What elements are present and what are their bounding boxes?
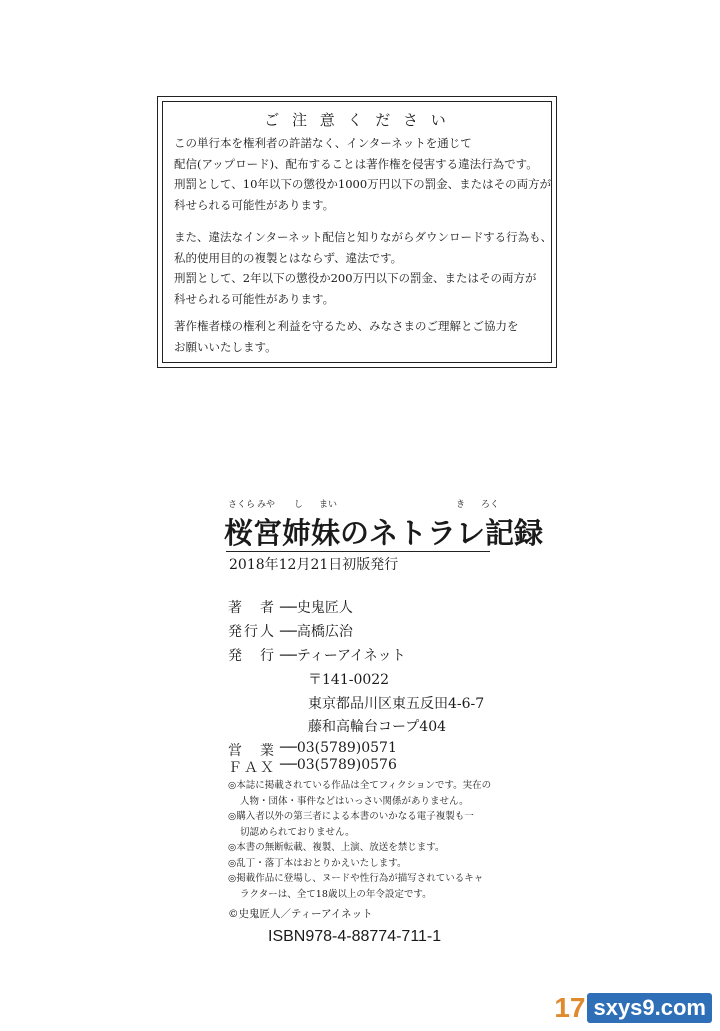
note-line: ラクターは、全て18歳以上の年令設定です。	[240, 888, 432, 900]
ruby-ki: き	[456, 500, 466, 510]
site-watermark	[554, 993, 712, 1023]
ruby-roku: ろく	[481, 500, 500, 510]
title-ruby	[224, 497, 500, 510]
note-line: 人物・団体・事件などはいっさい関係がありません。	[240, 795, 469, 807]
notice-line: 刑罰として、2年以下の懲役か200万円以下の罰金、またはその両方が	[174, 271, 537, 285]
publisher-person-value: ──高橋広治	[280, 624, 353, 640]
title-divider	[226, 551, 490, 552]
note-line: 切認められておりません。	[240, 826, 355, 838]
fax-label: ＦＡＸ	[228, 760, 276, 776]
author-value: ──史鬼匠人	[280, 600, 353, 616]
ruby-mai: まい	[319, 500, 338, 510]
author-row	[228, 597, 353, 617]
publication-date: 2018年12月21日初版発行	[229, 557, 399, 573]
note-line: ◎購入者以外の第三者による本書のいかなる電子複製も一	[228, 811, 474, 822]
notice-line: 刑罰として、10年以下の懲役か1000万円以下の罰金、またはその両方が	[174, 177, 552, 191]
note-line: ◎掲載作品に登場し、ヌードや性行為が描写されているキャ	[228, 873, 484, 884]
notice-line: この単行本を権利者の許諾なく、インターネットを通じて	[174, 136, 472, 150]
note-line: ◎乱丁・落丁本はおとりかえいたします。	[228, 857, 407, 869]
isbn: ISBN978-4-88774-711-1	[268, 928, 442, 945]
note-line: ◎本書の無断転載、複製、上演、放送を禁じます。	[228, 842, 445, 853]
copyright: ©史鬼匠人／ティーアイネット	[228, 908, 373, 920]
book-title-block	[224, 497, 543, 552]
publisher-row	[228, 645, 406, 665]
notice-line: お願いいたします。	[174, 339, 277, 354]
fax-row	[228, 757, 397, 777]
publisher-person-row	[228, 621, 353, 641]
legal-notes	[228, 778, 491, 902]
ruby-miya: みや	[257, 500, 276, 510]
publisher-label: 発 行	[228, 648, 276, 664]
address-line-2: 藤和高輪台コープ404	[308, 719, 447, 735]
postal-code: 〒141-0022	[308, 672, 390, 688]
notice-line: 私的使用目的の複製とはならず、違法です。	[174, 250, 403, 265]
notice-line: また、違法なインターネット配信と知りながらダウンロードする行為も、	[174, 230, 553, 244]
notice-line: 科せられる可能性があります。	[174, 291, 335, 306]
author-label: 著 者	[228, 600, 276, 616]
note-line: ◎本誌に掲載されている作品は全てフィクションです。実在の	[228, 780, 492, 791]
fax-value: ──03(5789)0576	[280, 757, 397, 773]
notice-title: ご 注 意 く だ さ い	[264, 111, 450, 129]
notice-box	[157, 96, 557, 368]
sales-value: ──03(5789)0571	[280, 740, 397, 756]
notice-paragraph-3	[174, 316, 546, 357]
address-line-1: 東京都品川区東五反田4-6-7	[308, 696, 485, 712]
notice-line: 配信(アップロード)、配布することは著作権を侵害する違法行為です。	[174, 156, 538, 171]
publisher-person-label: 発行人	[228, 624, 276, 640]
watermark-site: sxys9.com	[587, 993, 712, 1023]
book-title: 桜宮姉妹のネトラレ記録	[224, 516, 544, 550]
ruby-sakura: さくら	[228, 500, 256, 510]
watermark-number: 17	[554, 992, 586, 1023]
sales-label: 営 業	[228, 743, 276, 759]
notice-line: 科せられる可能性があります。	[174, 197, 335, 212]
ruby-shi: し	[294, 500, 304, 510]
notice-line: 著作権者様の権利と利益を守るため、みなさまのご理解とご協力を	[174, 319, 519, 333]
notice-paragraph-1	[174, 133, 552, 215]
publisher-value: ──ティーアイネット	[280, 648, 406, 664]
notice-paragraph-2	[174, 227, 553, 309]
